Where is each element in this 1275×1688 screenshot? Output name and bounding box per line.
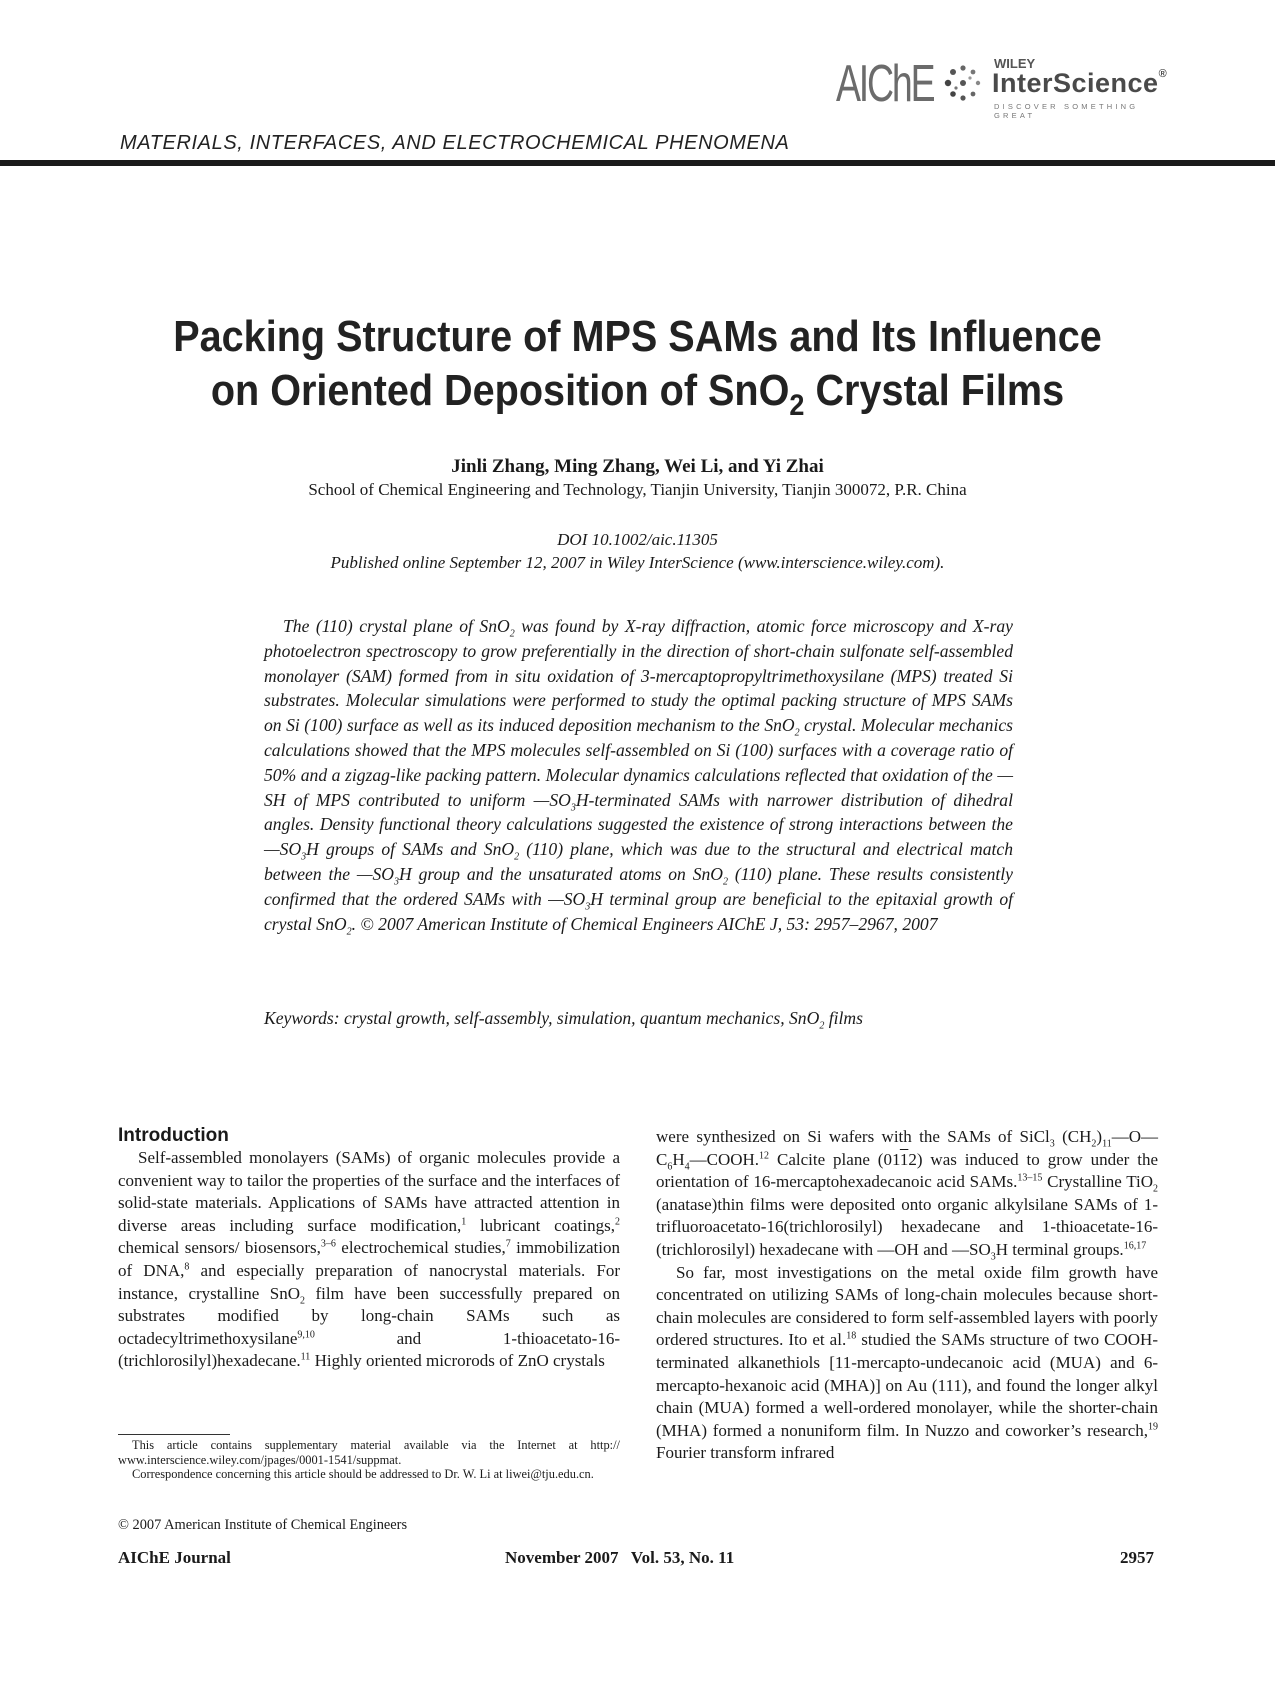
body-left-column: [118, 1147, 620, 1373]
title-line-2: on Oriented Deposition of SnO$_2$ Crystal Films: [210, 366, 1065, 422]
section-header: MATERIALS, INTERFACES, AND ELECTROCHEMICAL PHENOMENA: [120, 132, 790, 154]
footer-page-number: 2957: [1120, 1548, 1154, 1567]
article-title: [60, 310, 1215, 422]
interscience-brand: InterScience®: [992, 68, 1168, 98]
aiche-logo-text: AIChE: [836, 55, 934, 113]
affiliation: School of Chemical Engineering and Technology, Tianjin University, Tianjin 300072, P.R. China: [308, 480, 967, 499]
footnotes: [118, 1438, 620, 1482]
published-online: Published online September 12, 2007 in Wiley InterScience (www.interscience.wiley.com).: [330, 553, 945, 572]
footnote-rule: [118, 1434, 230, 1435]
header-rule: [0, 160, 1275, 166]
footer-issue: November 2007 Vol. 53, No. 11: [505, 1548, 735, 1567]
intro-paragraph-1: Self-assembled monolayers (SAMs) of organic molecules provide a convenient way to tailor the properties of the surface and the interfaces of solid-state materials. Applications of SAMs have attracted attention in diverse areas including surface modification,$^1$ lubricant coatings,$^2$ chemical sensors/ biosensors,$^{3-6}$ electrochemical studies,$^7$ immobilization of DNA,$^8$ and especially preparation of nanocrystal materials. For instance, crystalline SnO$_2$ film have been successfully prepared on substrates modified by long-chain SAMs such as octadecyltrimethoxysilane$^{9,10}$ and 1-thioacetato-16-(trichlorosilyl)hexadecane.$^{11}$ Highly oriented microrods of ZnO crystals: [118, 1148, 620, 1371]
logo-tagline: DISCOVER SOMETHING GREAT: [994, 102, 1139, 120]
copyright-notice: © 2007 American Institute of Chemical Engineers: [118, 1517, 408, 1533]
title-line-1: Packing Structure of MPS SAMs and Its Influence: [173, 312, 1102, 361]
authors: Jinli Zhang, Ming Zhang, Wei Li, and Yi Zhai: [451, 456, 824, 477]
publisher-logo: [836, 52, 1168, 120]
body-right-column: [656, 1126, 1158, 1465]
footer-journal: AIChE Journal: [118, 1548, 231, 1567]
intro-paragraph-1-cont: were synthesized on Si wafers with the SAMs of SiCl$_3$ $(CH_2)_{11}—O—C_6H_4—COOH.^{12}$ Calcite plane (0112) was induced to grow under the orientation of 16-mercaptohexadecanoic acid SAMs.$^{13-15}$ Crystalline TiO$_2$ (anatase)thin films were deposited onto organic alkylsilane SAMs of 1-trifluoroacetato-16(trichlorosilyl) hexadecane and 1-thioacetate-16-(trichlorosilyl) hexadecane with —OH and $—SO_3H$ terminal groups.$^{16,17}$: [656, 1127, 1158, 1263]
interscience-globe-icon: [940, 60, 986, 106]
wiley-brand: WILEY: [994, 56, 1036, 71]
keywords: Keywords: crystal growth, self-assembly, simulation, quantum mechanics, SnO$_2$ films: [264, 1008, 863, 1032]
abstract: The (110) crystal plane of SnO$_2$ was found by X-ray diffraction, atomic force microscopy and X-ray photoelectron spectroscopy to grow preferentially in the direction of short-chain sulfonate self-assembled monolayer (SAM) formed from in situ oxidation of 3-mercaptopropyltrimethoxysilane (MPS) treated Si substrates. Molecular simulations were performed to study the optimal packing structure of MPS SAMs on Si (100) surface as well as its induced deposition mechanism to the SnO$_2$ crystal. Molecular mechanics calculations showed that the MPS molecules self-assembled on Si (100) surfaces with a coverage ratio of 50% and a zigzag-like packing pattern. Molecular dynamics calculations reflected that oxidation of the —SH of MPS contributed to uniform $—SO_3H$-terminated SAMs with narrower distribution of dihedral angles. Density functional theory calculations suggested the existence of strong interactions between the $—SO_3H$ groups of SAMs and SnO$_2$ (110) plane, which was due to the structural and electrical match between the $—SO_3H$ group and the unsaturated atoms on SnO$_2$ (110) plane. These results consistently confirmed that the ordered SAMs with $—SO_3H$ terminal group are beneficial to the epitaxial growth of crystal SnO$_2$. © 2007 American Institute of Chemical Engineers AIChE J, 53: 2957–2967, 2007: [264, 616, 1014, 938]
introduction-heading: Introduction: [118, 1125, 229, 1146]
footnote-supplementary: This article contains supplementary material available via the Internet at http:// www.interscience.wiley.com/jpages/0001-1541/suppmat.: [118, 1438, 620, 1467]
footnote-correspondence: Correspondence concerning this article should be addressed to Dr. W. Li at liwei@tju.edu.cn.: [132, 1467, 594, 1482]
intro-paragraph-2: So far, most investigations on the metal oxide film growth have concentrated on utilizing SAMs of long-chain molecules because short-chain molecules are considered to form self-assembled layers with poorly ordered structures. Ito et al.$^{18}$ studied the SAMs structure of two COOH-terminated alkanethiols [11-mercapto-undecanoic acid (MUA) and 6-mercapto-hexanoic acid (MHA)] on Au (111), and found the longer alkyl chain (MUA) formed a well-ordered monolayer, while the shorter-chain (MHA) formed a nonuniform film. In Nuzzo and coworker’s research,$^{19}$ Fourier transform infrared: [656, 1262, 1158, 1463]
doi: DOI 10.1002/aic.11305: [557, 530, 718, 549]
